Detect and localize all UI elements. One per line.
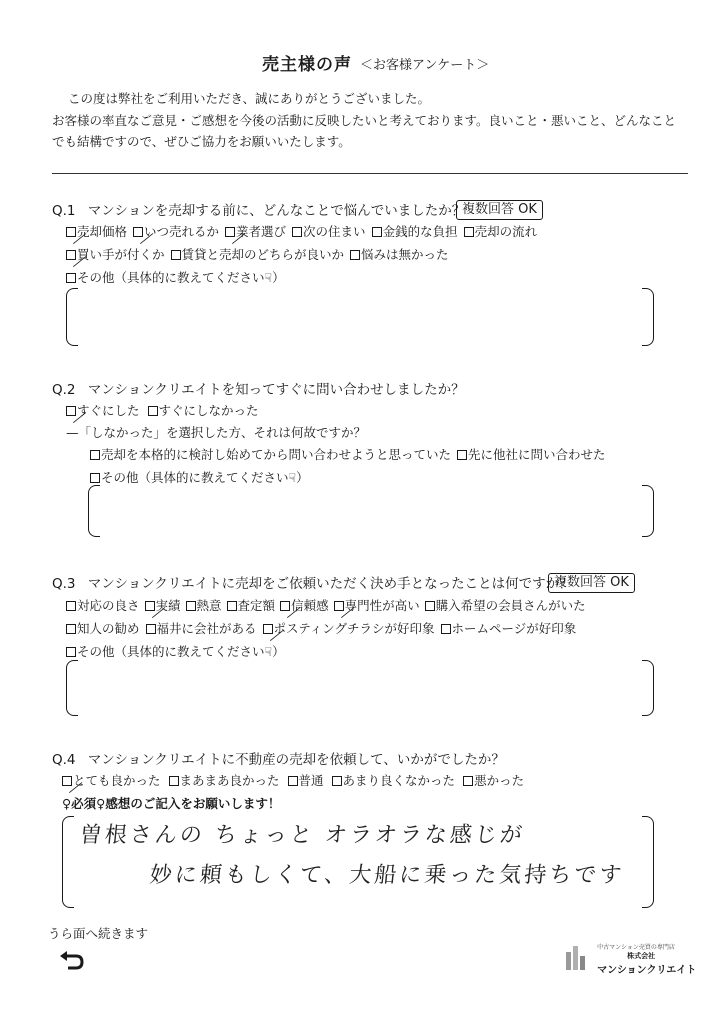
checkbox[interactable]	[292, 227, 302, 237]
option-item[interactable]	[225, 224, 286, 239]
q1-answer-bracket-left	[66, 288, 78, 346]
option-item[interactable]	[464, 224, 538, 239]
q1-other: その他（具体的に教えてください☟）	[66, 268, 285, 286]
option-item[interactable]	[263, 621, 435, 636]
option-label: いつ売れるか	[144, 224, 220, 239]
option-label: 先に他社に問い合わせた	[468, 447, 606, 462]
checkbox[interactable]	[350, 250, 360, 260]
option-item[interactable]	[133, 224, 219, 239]
checkbox[interactable]	[227, 601, 237, 611]
option-item[interactable]	[350, 247, 449, 262]
q3-label: Q.3	[52, 576, 76, 592]
option-label: 売却の流れ	[474, 224, 538, 239]
q2-text: マンションクリエイトを知ってすぐに問い合わせしましたか？	[87, 382, 465, 398]
page-subtitle: ＜お客様アンケート＞	[360, 58, 490, 73]
q4-answer-bracket-left	[62, 816, 74, 908]
checkbox-checked[interactable]	[225, 227, 235, 237]
option-label: 金銭的な負担	[382, 224, 458, 239]
q1-label: Q.1	[52, 203, 76, 219]
q2-other: その他（具体的に教えてください☟）	[90, 468, 309, 486]
option-item[interactable]	[334, 598, 420, 613]
checkbox[interactable]	[457, 450, 467, 460]
q1-badge: 複数回答 OK	[456, 198, 543, 220]
option-item[interactable]	[227, 598, 276, 613]
intro-line-2: お客様の率直なご意見・ご感想を今後の活動に反映したいと考えております。良いこと・悪いこと、どんなこと	[52, 113, 677, 128]
option-item[interactable]	[280, 598, 329, 613]
q3-question	[52, 572, 573, 592]
option-label: とても良かった	[73, 773, 161, 788]
logo-company-name: マンションクリエイト	[597, 965, 697, 976]
option-label: 知人の勧め	[77, 621, 140, 636]
option-label: 売却を本格的に検討し始めてから問い合わせようと思っていた	[101, 447, 452, 462]
q1-answer-bracket-right	[642, 288, 654, 346]
checkbox[interactable]	[148, 406, 158, 416]
option-label: 売却価格	[77, 224, 128, 239]
checkbox[interactable]	[146, 624, 156, 634]
option-label: すぐにしなかった	[158, 403, 259, 418]
q2-followup: —「しなかった」を選択した方、それは何故ですか？	[66, 425, 367, 440]
q4-required-note: ♀必須♀感想のご記入をお願いします！	[62, 796, 281, 811]
option-label: 実績	[155, 598, 181, 613]
option-item[interactable]	[66, 621, 140, 636]
option-item[interactable]	[146, 621, 257, 636]
option-item[interactable]	[66, 247, 165, 262]
handwritten-answer-line2: 妙に頼もしくて、大船に乗った気持ちです	[148, 863, 626, 888]
q4-answer-bracket-right	[642, 816, 654, 908]
option-item[interactable]	[66, 598, 140, 613]
option-label: 査定額	[237, 598, 276, 613]
arrow-return-icon	[58, 950, 84, 978]
option-item[interactable]	[463, 773, 524, 788]
option-item[interactable]	[292, 224, 366, 239]
handwritten-answer-line1: 曽根さんの ちょっと オラオラな感じが	[78, 823, 527, 848]
option-label: 次の住まい	[303, 224, 366, 239]
option-item[interactable]	[90, 447, 451, 462]
checkbox[interactable]	[90, 450, 100, 460]
option-item[interactable]	[66, 403, 140, 418]
option-item[interactable]	[66, 224, 127, 239]
option-item[interactable]	[372, 224, 458, 239]
q3-answer-bracket-left	[66, 660, 78, 716]
q1-options-row2	[66, 245, 455, 263]
page-title: 売主様の声	[262, 55, 352, 75]
checkbox-checked[interactable]	[66, 406, 76, 416]
option-item[interactable]	[457, 447, 606, 462]
checkbox[interactable]	[372, 227, 382, 237]
option-label: すぐにした	[77, 403, 140, 418]
option-item[interactable]	[169, 773, 280, 788]
option-label: 熱意	[196, 598, 222, 613]
option-label: 業者選び	[236, 224, 287, 239]
q1-options-row1	[66, 222, 543, 240]
q3-answer-bracket-right	[642, 660, 654, 716]
logo-mark-icon	[564, 942, 588, 972]
checkbox[interactable]	[66, 647, 76, 657]
q2-question	[52, 378, 465, 398]
checkbox[interactable]	[169, 776, 179, 786]
q2-options-row2	[90, 445, 612, 463]
company-logo	[564, 942, 696, 976]
logo-tagline: 中古マンション売買の専門店	[597, 944, 675, 951]
checkbox-checked[interactable]	[263, 624, 273, 634]
option-label: 信頼感	[291, 598, 329, 613]
q4-label: Q.4	[52, 752, 76, 768]
option-label: 専門性が高い	[344, 598, 420, 613]
option-item[interactable]	[441, 621, 577, 636]
option-label: 対応の良さ	[77, 598, 140, 613]
checkbox[interactable]	[171, 250, 181, 260]
q3-badge: 複数回答 OK	[548, 571, 635, 593]
option-item[interactable]	[148, 403, 259, 418]
q2-label: Q.2	[52, 382, 76, 398]
checkbox[interactable]	[464, 227, 474, 237]
checkbox[interactable]	[66, 601, 76, 611]
divider	[52, 173, 688, 174]
checkbox-checked[interactable]	[62, 776, 72, 786]
checkbox[interactable]	[90, 473, 100, 483]
option-label: 悩みは無かった	[361, 247, 449, 262]
logo-company-type: 株式会社	[627, 952, 656, 960]
q2-answer-bracket-right	[642, 485, 654, 537]
option-label: 悪かった	[474, 773, 525, 788]
option-label: 福井に会社がある	[156, 621, 257, 636]
checkbox-checked[interactable]	[334, 601, 344, 611]
checkbox-checked[interactable]	[280, 601, 290, 611]
q4-options-row1	[62, 771, 532, 789]
q2-options-row1	[66, 401, 267, 419]
q1-question	[52, 199, 465, 219]
option-item[interactable]	[332, 773, 456, 788]
option-label: 買い手が付くか	[77, 247, 165, 262]
intro-line-3: でも結構ですので、ぜひご協力をお願いいたします。	[52, 134, 351, 149]
option-item[interactable]	[186, 598, 222, 613]
continue-note: うら面へ続きます	[48, 926, 149, 941]
checkbox[interactable]	[441, 624, 451, 634]
q1-text: マンションを売却する前に、どんなことで悩んでいましたか？	[87, 203, 466, 219]
bulb-icon: ♀	[62, 796, 72, 811]
checkbox-checked[interactable]	[145, 601, 155, 611]
q4-text: マンションクリエイトに不動産の売却を依頼して、いかがでしたか？	[87, 752, 505, 768]
q3-options-row1	[66, 596, 591, 614]
intro-line-1: この度は弊社をご利用いただき、誠にありがとうございました。	[68, 91, 431, 106]
option-label: まあまあ良かった	[179, 773, 280, 788]
bulb-icon: ♀	[96, 796, 106, 811]
checkbox[interactable]	[425, 601, 435, 611]
checkbox[interactable]	[66, 273, 76, 283]
checkbox-checked[interactable]	[133, 227, 143, 237]
q4-question	[52, 748, 505, 768]
option-label: 普通	[298, 773, 324, 788]
option-label: 購入希望の会員さんがいた	[435, 598, 586, 613]
checkbox[interactable]	[66, 624, 76, 634]
checkbox[interactable]	[186, 601, 196, 611]
option-item[interactable]	[145, 598, 181, 613]
option-label: 賃貸と売却のどちらが良いか	[181, 247, 345, 262]
option-label: ホームページが好印象	[451, 621, 577, 636]
checkbox[interactable]	[332, 776, 342, 786]
checkbox[interactable]	[463, 776, 473, 786]
option-item[interactable]	[62, 773, 161, 788]
option-label: あまり良くなかった	[342, 773, 456, 788]
checkbox[interactable]	[288, 776, 298, 786]
checkbox-checked[interactable]	[66, 227, 76, 237]
option-label: ポスティングチラシが好印象	[273, 621, 435, 636]
q3-options-row2	[66, 619, 582, 637]
q3-other: その他（具体的に教えてください☟）	[66, 642, 285, 660]
checkbox-checked[interactable]	[66, 250, 76, 260]
q2-answer-bracket-left	[88, 485, 100, 537]
option-item[interactable]	[171, 247, 345, 262]
option-item[interactable]	[288, 773, 324, 788]
option-item[interactable]	[425, 598, 586, 613]
q3-text: マンションクリエイトに売却をご依頼いただく決め手となったことは何ですか？	[87, 576, 573, 592]
